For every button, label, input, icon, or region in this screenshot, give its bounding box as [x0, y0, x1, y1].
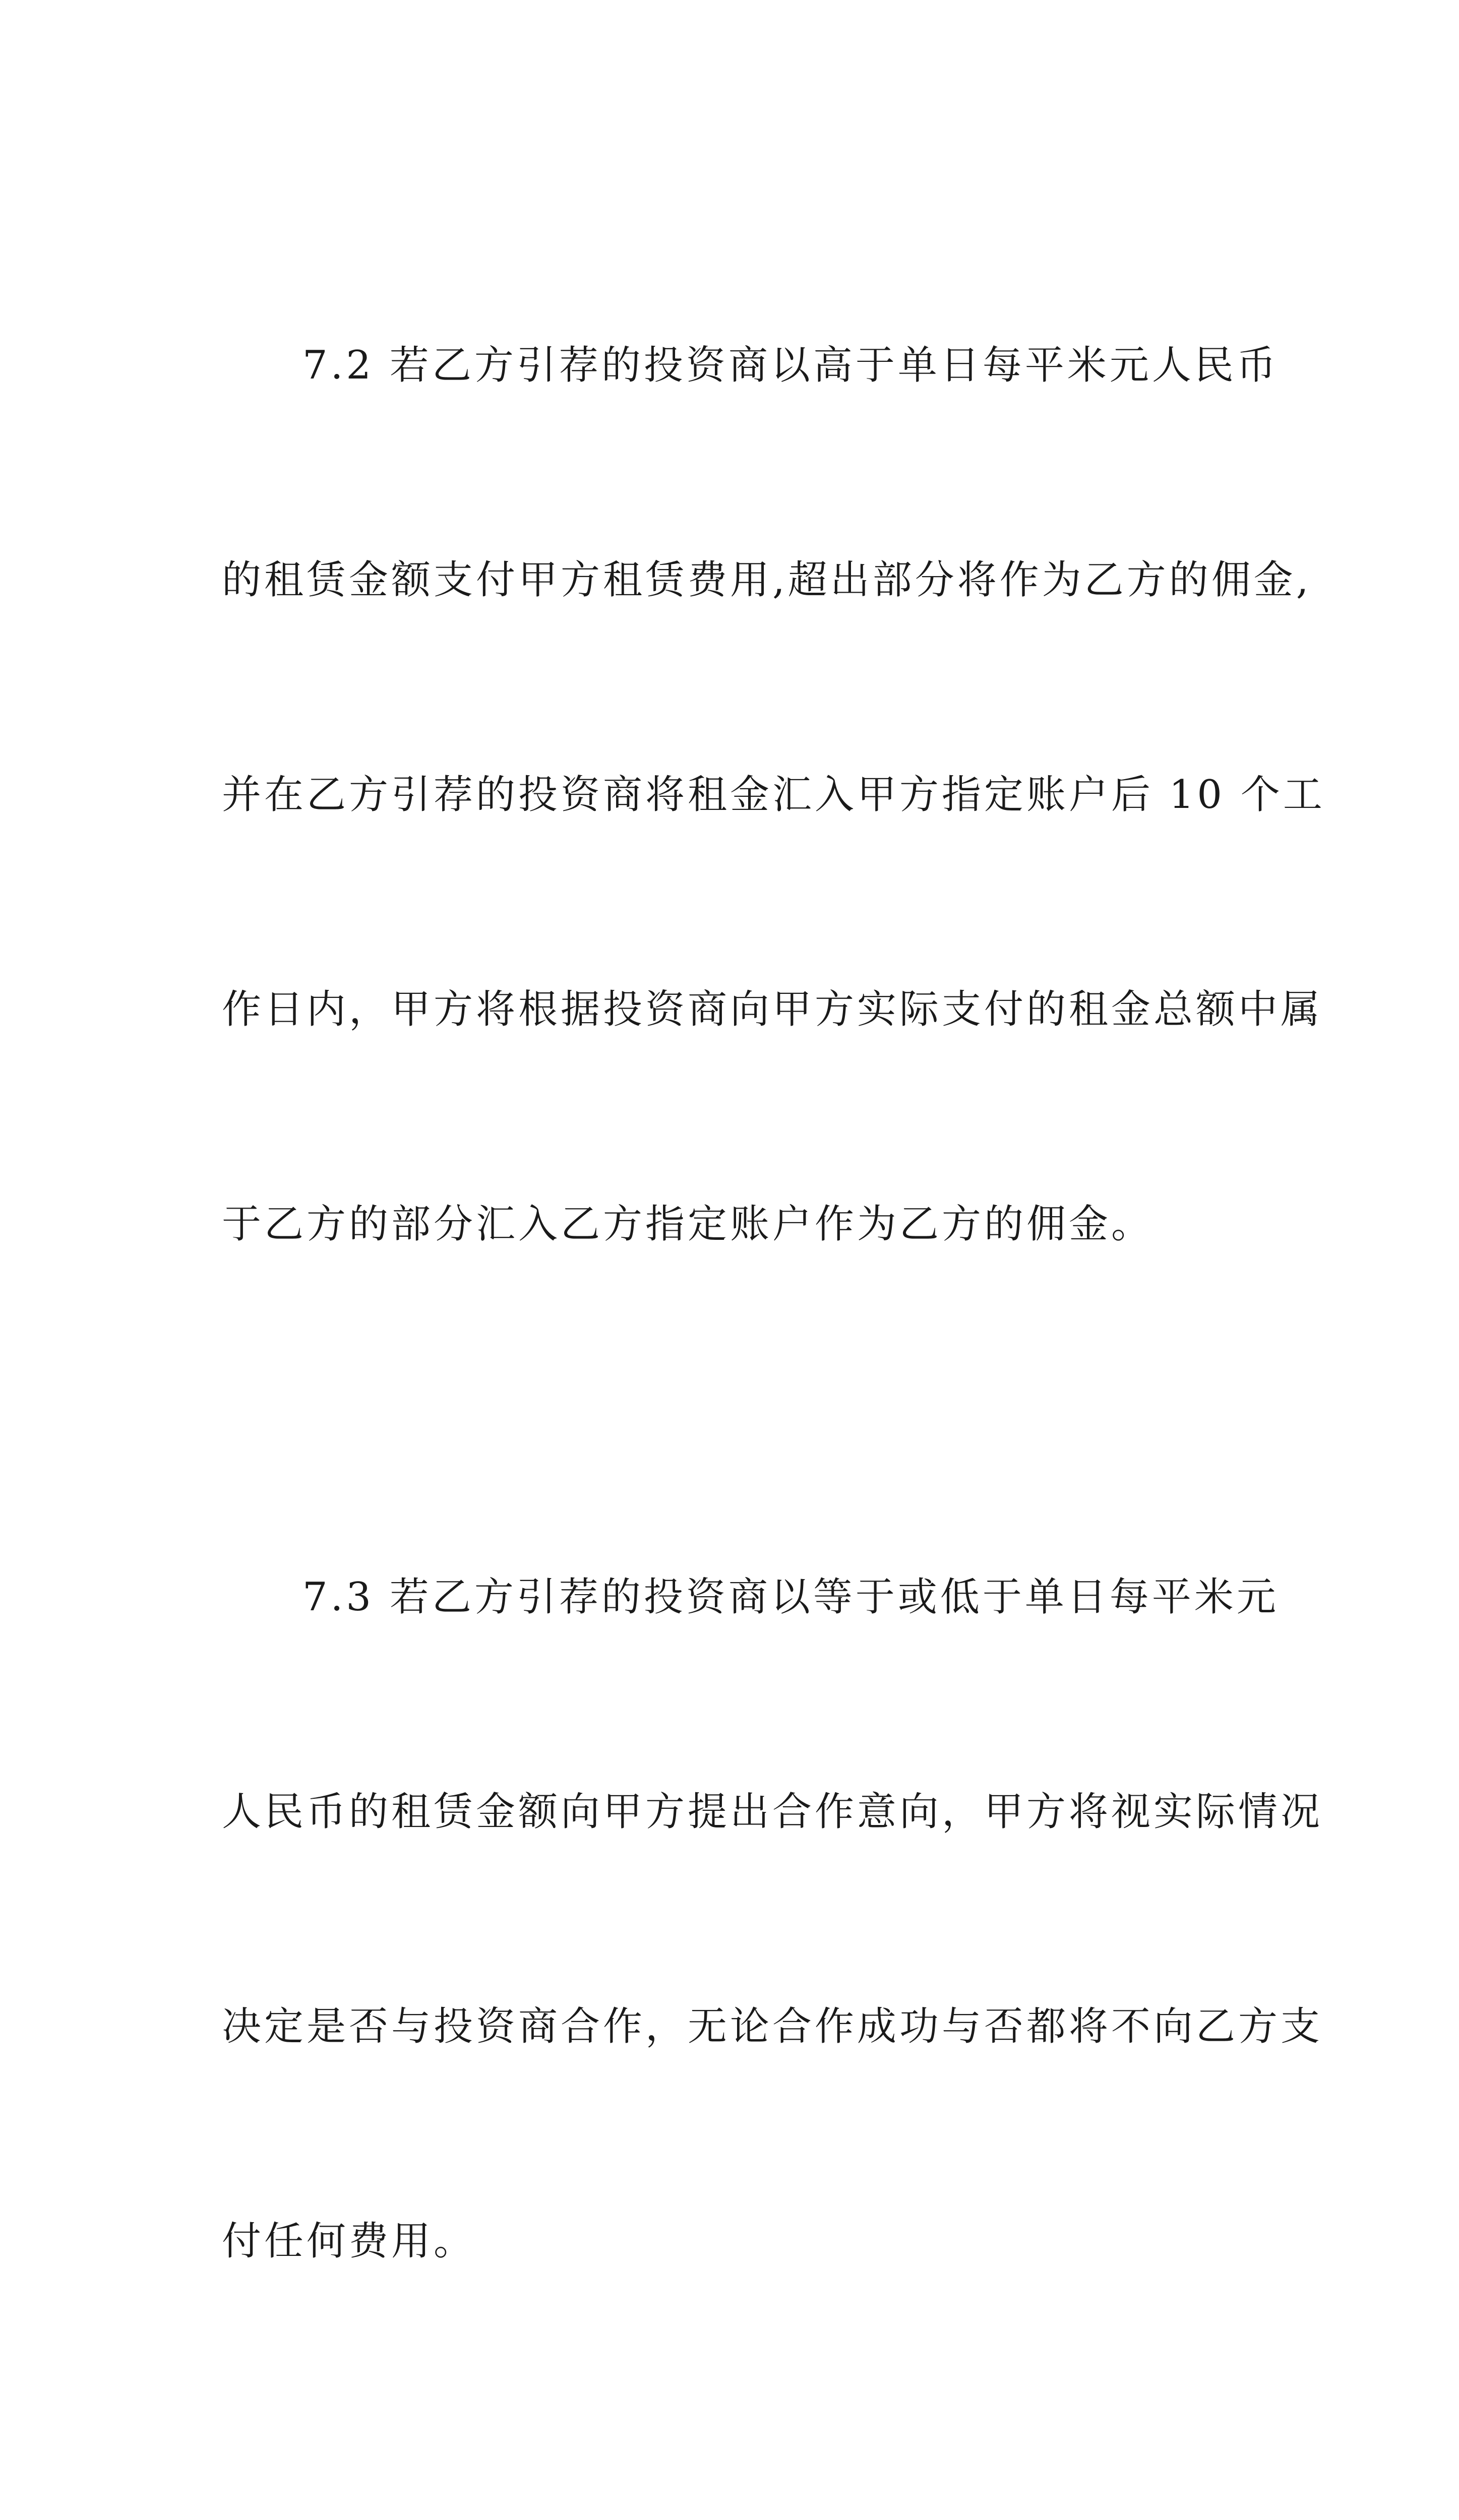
text-line: 于乙方的部分汇入乙方指定账户作为乙方的佣金。 — [222, 1202, 1154, 1247]
paragraph-7-3 — [222, 1418, 1323, 2420]
document-body — [222, 186, 1325, 2520]
text-line: 作日内，甲方将根据投资商向甲方实际支付的租金总额中属 — [222, 987, 1323, 1032]
article-8-heading — [222, 2435, 1301, 2520]
text-line: 人民币的租赁金额向甲方提出合作意向，甲方将视实际情况 — [222, 1789, 1323, 1835]
text-line: 付任何费用。 — [222, 2219, 476, 2264]
text-line: 决定是否与投资商合作，无论合作成功与否都将不向乙方支 — [222, 2004, 1323, 2049]
text-line: 7.2 若乙方引荐的投资商以高于单日每平米元人民币 — [302, 343, 1279, 388]
text-line: 并在乙方引荐的投资商将租金汇入甲方指定账户后 10 个工 — [222, 772, 1325, 817]
text-line: 7.3 若乙方引荐的投资商以等于或低于单日每平米元 — [302, 1574, 1279, 1620]
paragraph-7-2 — [222, 186, 1325, 1403]
text-line: 的租赁金额支付甲方租赁费用,超出部分将作为乙方的佣金, — [222, 557, 1312, 603]
